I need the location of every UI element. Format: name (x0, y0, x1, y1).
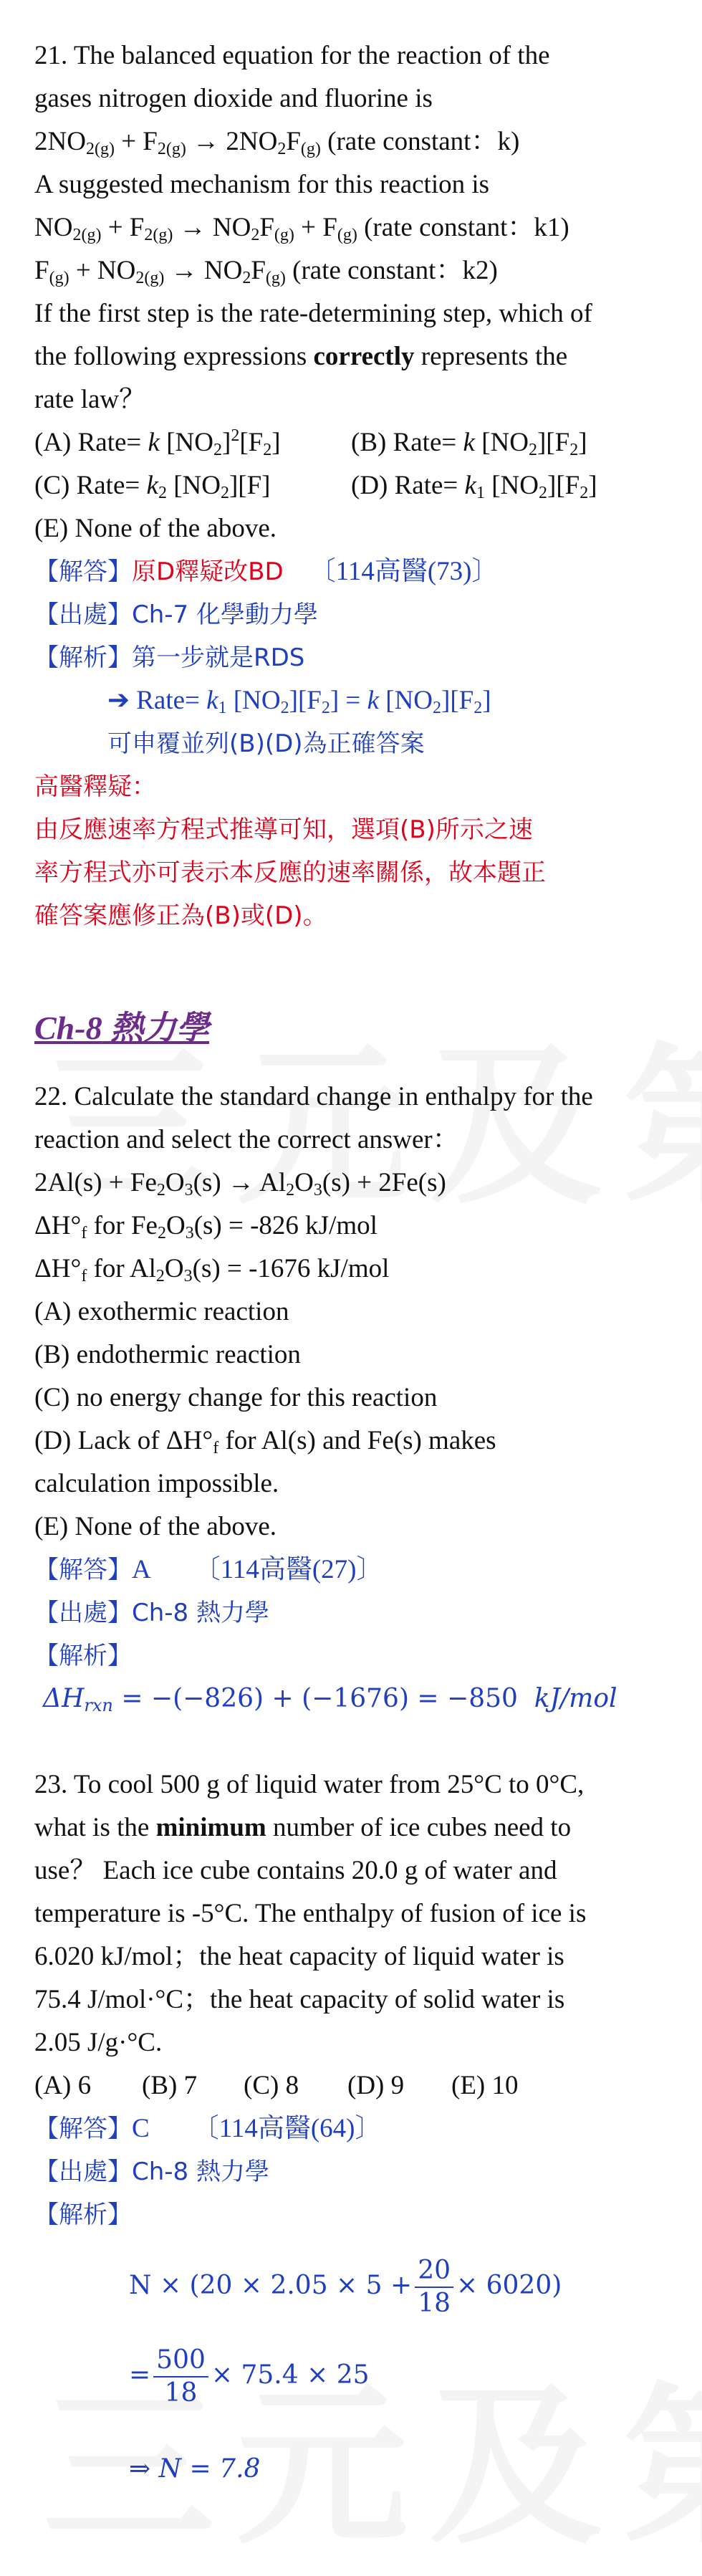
q21-overall-equation: $2NO_{2(g)} + F_{2(g)} \to 2NO_2F_{(g)}$ (rate constant：k) (34, 127, 520, 158)
q21-source-row (34, 596, 318, 633)
q23-option-c: (C) 8 (244, 2071, 299, 2100)
q23-option-e: (E) 10 (451, 2071, 519, 2100)
q22-option-d-cont: calculation impossible. (34, 1469, 279, 1498)
q23-stem-emphasis: minimum (155, 1813, 266, 1842)
q21-mechanism-intro: A suggested mechanism for this reaction is (34, 170, 490, 199)
q23-source-value: Ch-8 熱力學 (132, 2158, 269, 2186)
q23-stem-line-2 (34, 1809, 571, 1847)
q23-stem-line-7: 2.05 J/g·°C. (34, 2028, 163, 2057)
q23-eq1-numerator: 20 (415, 2255, 453, 2288)
q23-result: ⇒ N = 7.8 (129, 2454, 261, 2484)
q22-data-al2o3: $\Delta H^\circ_f$ for $Al_2O_3(s) = -1676$ kJ/mol (34, 1254, 390, 1285)
q21-source-label: 【出處】 (34, 600, 132, 629)
q23-stem-line-4: temperature is -5°C. The enthalpy of fusion of ice is (34, 1899, 587, 1928)
q21-question-line-2 (34, 338, 567, 375)
q21-question-emphasis: correctly (313, 342, 415, 371)
q23-equation-1 (129, 2250, 562, 2322)
q22-option-d: (D) Lack of $\Delta H^\circ_f$ for Al(s) and Fe(s) makes (34, 1426, 496, 1457)
q23-option-d: (D) 9 (347, 2071, 405, 2100)
q23-stem-text: what is the (34, 1813, 156, 1842)
q23-stem-line-5: 6.020 kJ/mol；the heat capacity of liquid water is (34, 1942, 564, 1971)
q21-mechanism-step-2: $F_{(g)} + NO_{2(g)} \to NO_2F_{(g)}$ (rate constant：k2) (34, 256, 498, 287)
q22-option-c: (C) no energy change for this reaction (34, 1383, 438, 1412)
q23-eq2-denominator: 18 (164, 2378, 198, 2408)
q22-stem-line-1: 22. Calculate the standard change in enthalpy for the (34, 1082, 593, 1111)
q21-stem-line-1: 21. The balanced equation for the reaction of the (34, 41, 550, 70)
q21-review-line-1: 由反應速率方程式推導可知，選項(B)所示之速 (34, 815, 533, 844)
q23-answer-reference: 〔114高醫(64)〕 (192, 2114, 382, 2143)
q21-question-text-tail: represents the (414, 342, 568, 371)
q23-answer-label: 【解答】 (34, 2115, 132, 2143)
q22-reaction: $2Al(s) + Fe_2O_3(s) \to Al_2O_3(s) + 2Fe(s)$ (34, 1168, 446, 1200)
q22-answer-reference: 〔114高醫(27)〕 (193, 1555, 383, 1584)
q21-explanation-text: 第一步就是RDS (132, 643, 305, 672)
q21-review-title: 高醫釋疑： (34, 772, 156, 801)
q21-option-c: (C) Rate= $k_2$ $[NO_2][F]$ (34, 471, 271, 502)
q21-explanation-label: 【解析】 (34, 643, 132, 672)
q22-option-e: (E) None of the above. (34, 1512, 277, 1541)
q21-overall-rate-constant: (rate constant：k) (327, 127, 520, 156)
q23-eq1-fraction (415, 2255, 453, 2319)
q21-mechanism-step-1: $NO_{2(g)} + F_{2(g)} \to NO_2F_{(g)} + F_{(g)}$ (rate constant：k1) (34, 213, 569, 244)
q21-source-value: Ch-7 化學動力學 (132, 600, 318, 629)
q22-source-label: 【出處】 (34, 1599, 132, 1627)
q23-eq2-equals: = (129, 2360, 151, 2390)
q23-eq2-fraction (153, 2345, 208, 2409)
chapter-heading (34, 1002, 209, 1049)
q21-review-line-3: 確答案應修正為(B)或(D)。 (34, 901, 327, 930)
q21-review-line-2: 率方程式亦可表示本反應的速率關係，故本題正 (34, 858, 546, 887)
q23-option-a: (A) 6 (34, 2071, 92, 2100)
q22-explanation-label: 【解析】 (34, 1642, 132, 1670)
q22-enthalpy-formula: $\Delta H_{rxn} = -(-826) + (-1676) = -850$ kJ/mol (43, 1684, 617, 1715)
q21-option-a: (A) Rate= k $[NO_2]^2[F_2]$ (34, 426, 281, 459)
q23-source-row (34, 2153, 269, 2190)
q23-option-b: (B) 7 (142, 2071, 198, 2100)
q21-question-text: the following expressions (34, 342, 314, 371)
chapter-heading-number: Ch-8 (34, 1010, 102, 1046)
q22-source-value: Ch-8 熱力學 (132, 1599, 269, 1627)
q22-option-a: (A) exothermic reaction (34, 1297, 289, 1326)
q23-eq2-numerator: 500 (153, 2345, 208, 2378)
q22-source-row (34, 1594, 269, 1632)
q23-stem-line-1: 23. To cool 500 g of liquid water from 25°C to 0°C, (34, 1770, 585, 1799)
q22-option-b: (B) endothermic reaction (34, 1340, 301, 1369)
q22-answer-row (34, 1551, 383, 1589)
q23-stem-line-6: 75.4 J/mol·°C；the heat capacity of solid water is (34, 1985, 565, 2014)
q23-eq1-denominator: 18 (418, 2289, 451, 2318)
q21-option-d: (D) Rate= $k_1$ $[NO_2][F_2]$ (351, 471, 597, 502)
q21-answer-value: 原D釋疑改BD (132, 557, 284, 586)
q23-eq2-right: × 75.4 × 25 (211, 2360, 370, 2390)
q22-stem-line-2: reaction and select the correct answer： (34, 1125, 459, 1154)
q21-question-line-1: If the first step is the rate-determining step, which of (34, 299, 592, 328)
q23-eq1-left: N × (20 × 2.05 × 5 + (129, 2271, 413, 2300)
q23-stem-text-tail: number of ice cubes need to (266, 1813, 572, 1842)
q23-explanation-label: 【解析】 (34, 2201, 132, 2229)
q22-answer-label: 【解答】 (34, 1556, 132, 1584)
q21-stem-line-2: gases nitrogen dioxide and fluorine is (34, 84, 433, 113)
q23-answer-row (34, 2110, 381, 2148)
q21-explanation-rate-law: ➔ Rate= $k_1$ $[NO_2][F_2] = k$ $[NO_2][F_2]$ (107, 686, 491, 717)
q22-answer-value: A (132, 1555, 151, 1584)
q21-answer-row (34, 553, 498, 590)
q23-answer-value: C (132, 2114, 150, 2143)
q21-answer-reference: 〔114高醫(73)〕 (309, 557, 499, 586)
chapter-heading-title: 熱力學 (110, 1008, 210, 1047)
q23-stem-line-3: use？ Each ice cube contains 20.0 g of water and (34, 1856, 557, 1885)
q21-step2-rate-constant: (rate constant：k2) (292, 256, 498, 285)
q22-data-fe2o3: $\Delta H^\circ_f$ for $Fe_2O_3(s) = -826$ kJ/mol (34, 1211, 378, 1242)
q21-option-b: (B) Rate= k $[NO_2][F_2]$ (351, 428, 587, 459)
q21-explanation-row (34, 639, 304, 676)
q21-option-e: (E) None of the above. (34, 514, 277, 543)
q21-step1-rate-constant: (rate constant：k1) (364, 213, 569, 242)
q23-eq1-right: × 6020) (456, 2271, 562, 2300)
q21-question-line-3: rate law？ (34, 385, 146, 414)
q21-answer-label: 【解答】 (34, 557, 132, 586)
q23-equation-2 (129, 2340, 370, 2411)
q21-explanation-conclusion: 可申覆並列(B)(D)為正確答案 (107, 729, 425, 758)
q23-source-label: 【出處】 (34, 2158, 132, 2186)
